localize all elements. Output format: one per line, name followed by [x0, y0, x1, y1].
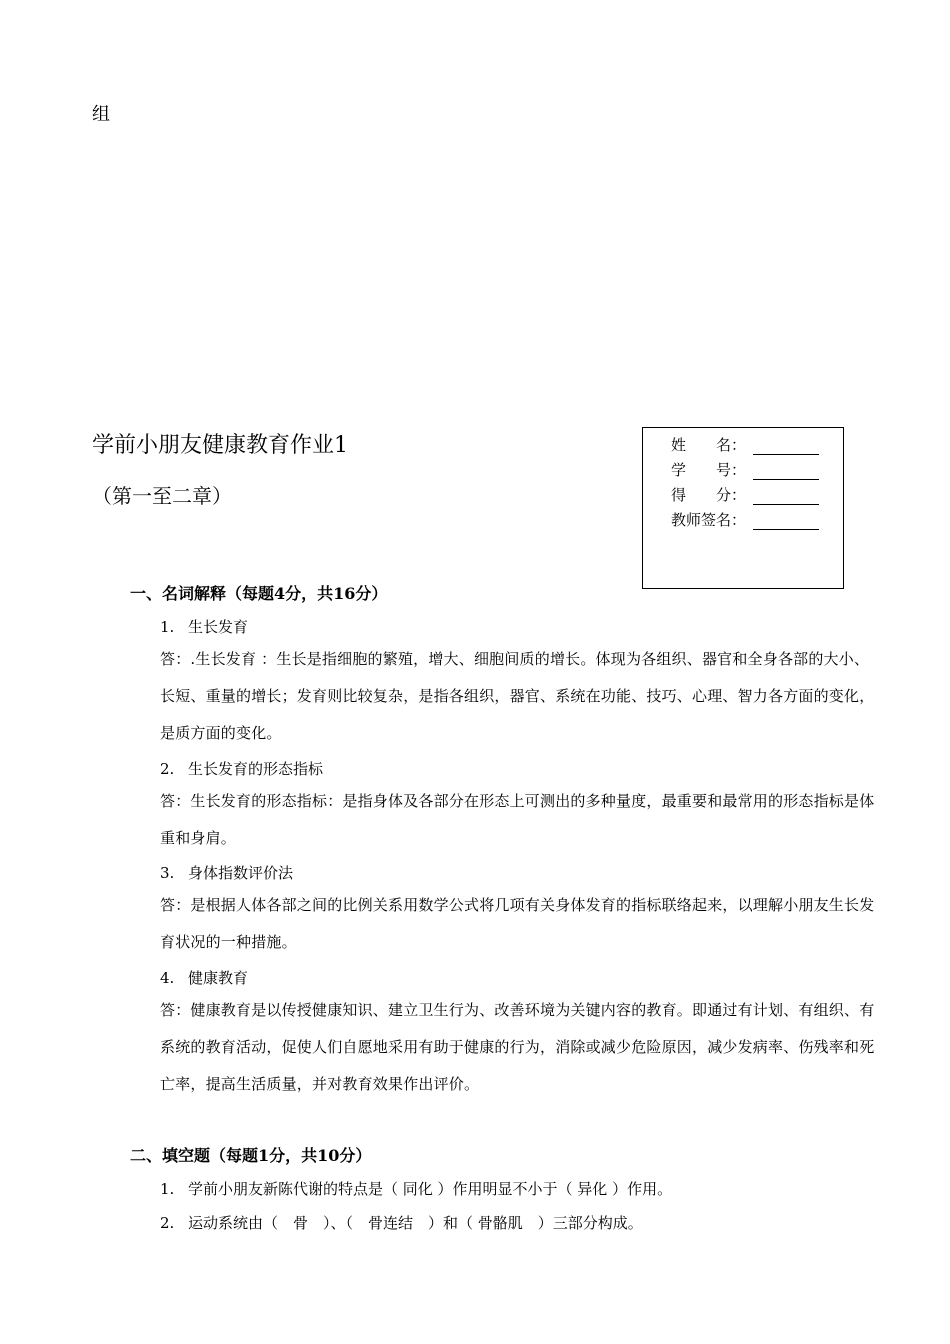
section2-item-2: [160, 1212, 643, 1233]
item-number: 1.: [160, 1180, 175, 1198]
section1-item-3: [160, 862, 293, 883]
item-text: 运动系统由（ 骨 ）、（ 骨连结 ）和（ 骨骼肌 ）三部分构成。: [188, 1214, 643, 1232]
section1-answer-3: 答：是根据人体各部之间的比例关系用数学公式将几项有关身体发育的指标联络起来，以理解小朋友生长发育状况的一种措施。: [160, 896, 875, 951]
item-term: 健康教育: [188, 969, 249, 987]
item-term: 生长发育的形态指标: [188, 760, 324, 778]
info-row-teacher: [671, 509, 819, 530]
item-number: 2.: [160, 1214, 175, 1232]
section1-answer-2: 答：生长发育的形态指标：是指身体及各部分在形态上可测出的多种量度，最重要和最常用的形态指标是体重和身肩。: [160, 792, 875, 847]
info-row-score: [671, 484, 819, 505]
section1-title: 一、名词解释（每题4分，共16分）: [130, 584, 388, 603]
item-text: 学前小朋友新陈代谢的特点是（ 同化 ）作用明显不小于（ 异化 ）作用。: [188, 1180, 673, 1198]
item-number: 1.: [160, 618, 175, 636]
section1-item-4: [160, 967, 248, 988]
item-term: 身体指数评价法: [188, 864, 294, 882]
section1-item-2: [160, 758, 323, 779]
section2-item-1: [160, 1178, 672, 1199]
info-label-name: 姓 名：: [671, 436, 747, 454]
item-number: 3.: [160, 864, 175, 882]
info-label-id: 学 号：: [671, 461, 747, 479]
info-blank-id: [753, 463, 819, 480]
page-subtitle: （第一至二章）: [92, 484, 232, 508]
section1-item-1: [160, 616, 248, 637]
page-title: 学前小朋友健康教育作业1: [92, 433, 348, 458]
student-info-box: [642, 427, 844, 589]
section1-answer-1: 答：.生长发育 ：生长是指细胞的繁殖，增大、细胞间质的增长。体现为各组织、器官和全身各部的大小、长短、重量的增长；发育则比较复杂，是指各组织，器官、系统在功能、技巧、心理、智力各方面的变化，是质方面的变化。: [160, 650, 875, 742]
info-row-name: [671, 434, 819, 455]
item-term: 生长发育: [188, 618, 249, 636]
item-number: 2.: [160, 760, 175, 778]
section1-answer-4: 答：健康教育是以传授健康知识、建立卫生行为、改善环境为关键内容的教育。即通过有计划、有组织、有系统的教育活动，促使人们自愿地采用有助于健康的行为，消除或减少危险原因，减少发病率、伤残率和死亡率，提高生活质量，并对教育效果作出评价。: [160, 1001, 875, 1093]
info-row-id: [671, 459, 819, 480]
section2-title: 二、填空题（每题1分，共10分）: [130, 1146, 372, 1165]
info-blank-name: [753, 438, 819, 455]
item-number: 4.: [160, 969, 175, 987]
info-blank-score: [753, 488, 819, 505]
corner-text: 组: [92, 104, 110, 125]
info-label-score: 得 分：: [671, 486, 747, 504]
info-label-teacher: 教师签名：: [671, 511, 747, 529]
info-blank-teacher: [753, 513, 819, 530]
